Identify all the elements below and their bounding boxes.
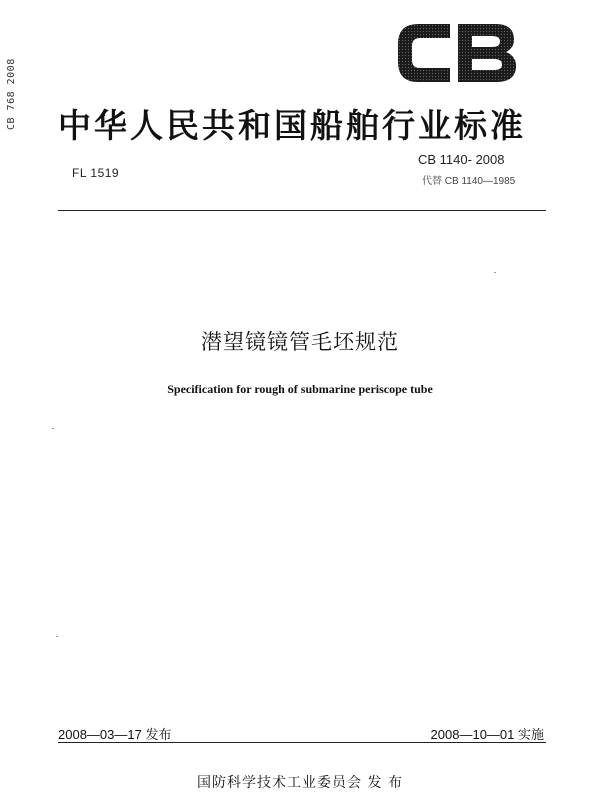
document-title-zh: 潜望镜镜管毛坯规范	[201, 330, 399, 354]
header-rule	[58, 210, 546, 211]
replaces-standard: 代替 CB 1140—1985	[422, 176, 516, 187]
cb-logo	[392, 18, 520, 88]
scan-speck	[56, 636, 58, 637]
issue-date: 2008—03—17 发布	[58, 727, 172, 742]
publisher: 国防科学技术工业委员会 发 布	[197, 775, 403, 791]
scan-speck	[52, 428, 54, 429]
footer-rule	[58, 742, 546, 743]
implementation-date: 2008—10—01 实施	[430, 727, 544, 742]
document-title-en: Specification for rough of submarine periscope tube	[167, 382, 433, 396]
classification-code: FL 1519	[72, 166, 120, 180]
logo-text: CB	[392, 18, 394, 19]
standard-name: 中华人民共和国船舶行业标准	[58, 106, 526, 145]
logo-letter-c	[398, 24, 450, 82]
side-code: CB 768 2008	[6, 58, 17, 130]
scan-speck	[494, 272, 496, 273]
logo-letter-b	[458, 24, 516, 82]
standard-number: CB 1140- 2008	[418, 152, 505, 167]
